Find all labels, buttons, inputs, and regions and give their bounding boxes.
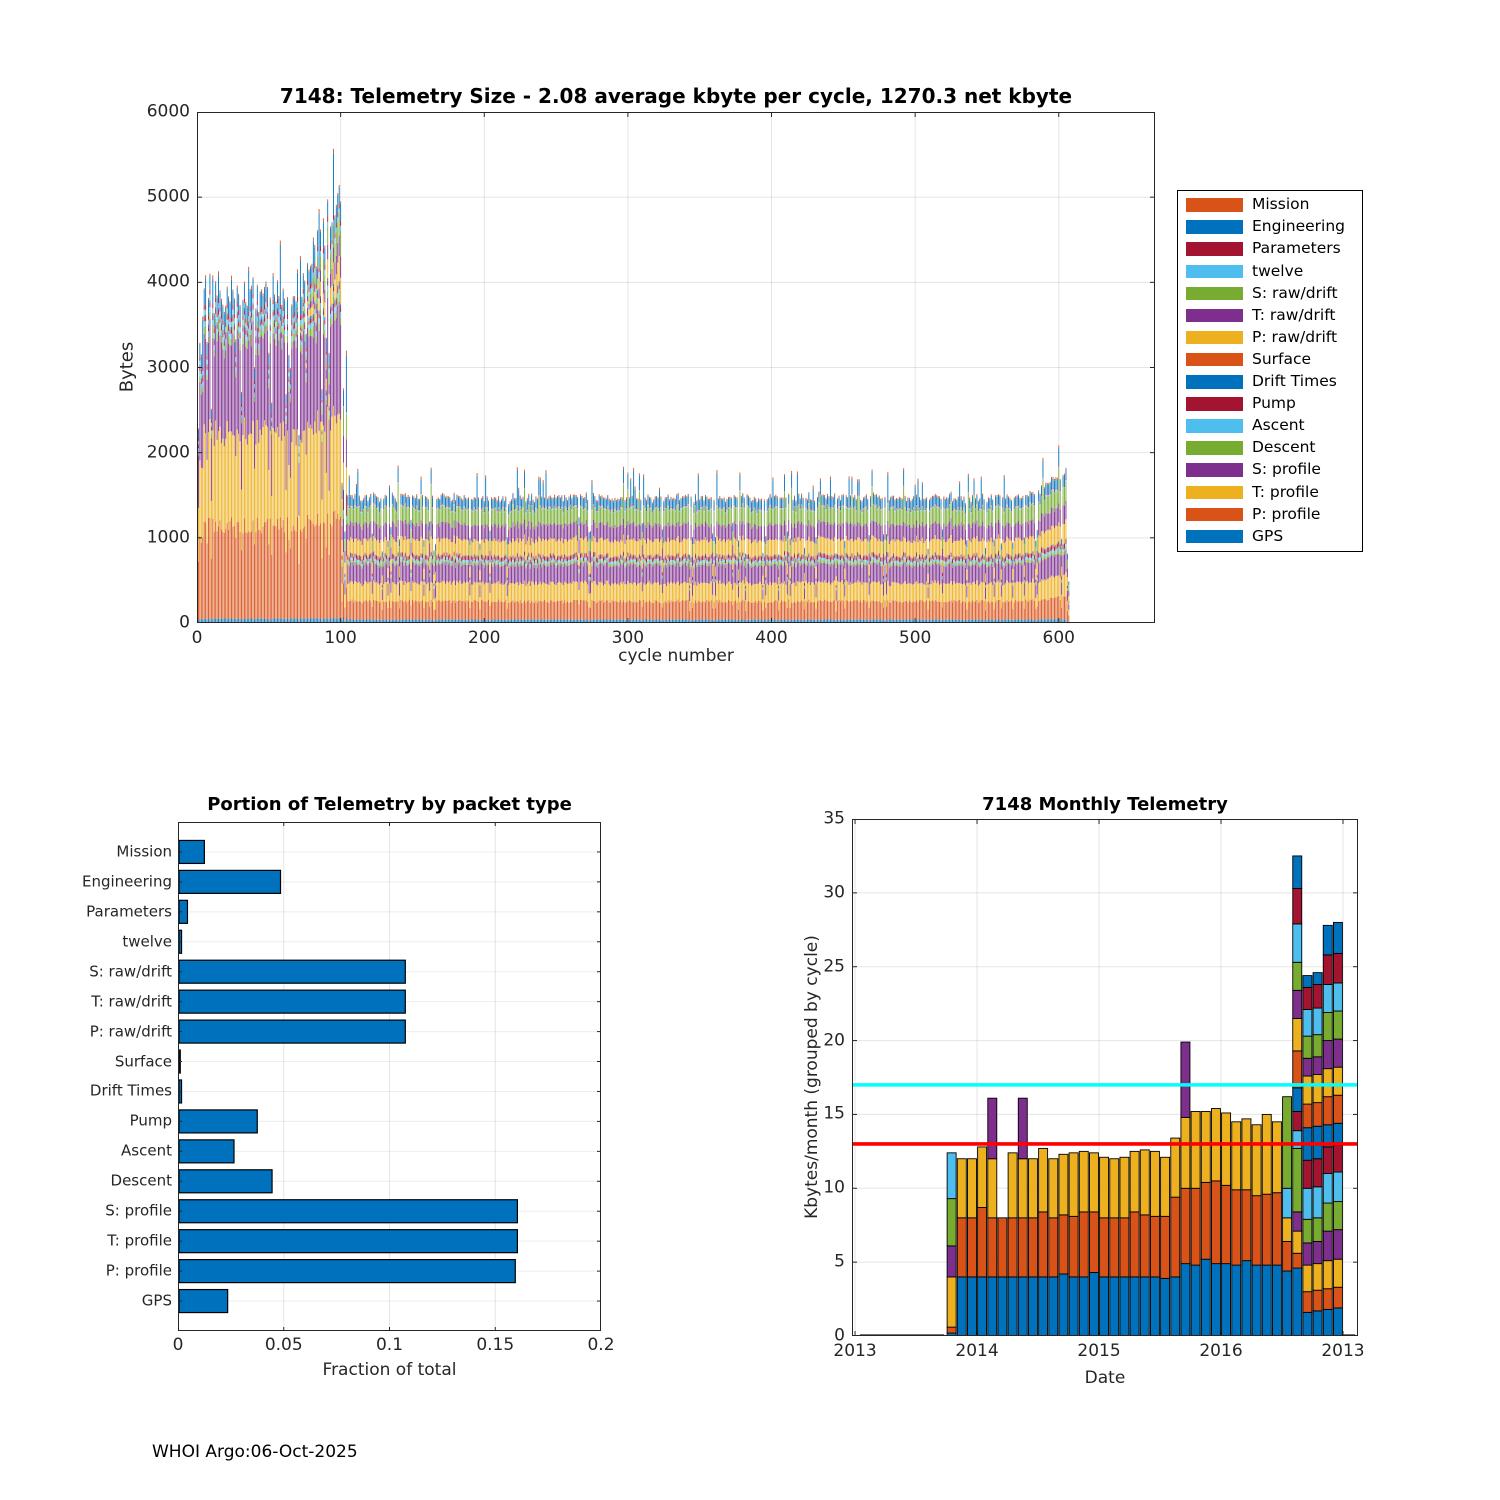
- y-tick-label: 30: [823, 882, 845, 903]
- x-tick-label: 500: [898, 628, 932, 648]
- y-tick-label: 5000: [146, 186, 190, 207]
- y-tick-label: 3000: [146, 357, 190, 377]
- y-tick-label: 10: [823, 1177, 845, 1198]
- legend-item: [1178, 260, 1362, 282]
- legend-swatch-icon: [1186, 265, 1243, 279]
- category-label: Ascent: [121, 1141, 172, 1160]
- legend-swatch-icon: [1186, 309, 1243, 323]
- legend-swatch-icon: [1186, 331, 1243, 345]
- legend-label: P: raw/drift: [1252, 327, 1338, 346]
- monthly-ylabel: Kbytes/month (grouped by cycle): [802, 935, 822, 1219]
- legend-label: Ascent: [1252, 416, 1305, 435]
- legend-item: [1178, 282, 1362, 304]
- portion-xlabel: Fraction of total: [322, 1360, 457, 1380]
- y-tick-label: 1000: [146, 527, 190, 548]
- legend-swatch-icon: [1186, 463, 1243, 477]
- legend-label: Descent: [1252, 438, 1316, 457]
- telemetry-size-title: 7148: Telemetry Size - 2.08 average kbyte per cycle, 1270.3 net kbyte: [279, 84, 1073, 108]
- category-label: Descent: [110, 1171, 172, 1190]
- x-tick-label: 100: [324, 628, 357, 648]
- y-tick-label: 6000: [146, 101, 190, 122]
- y-tick-label: 20: [823, 1030, 845, 1051]
- legend-label: Mission: [1252, 195, 1310, 214]
- category-label: Surface: [114, 1052, 172, 1071]
- legend-label: S: raw/drift: [1252, 283, 1338, 302]
- telemetry-size-xlabel: cycle number: [618, 646, 734, 666]
- category-label: Mission: [116, 842, 172, 861]
- legend-item: [1178, 216, 1362, 238]
- x-tick-label: 400: [755, 628, 788, 648]
- legend-swatch-icon: [1186, 397, 1243, 411]
- y-tick-label: 5: [834, 1251, 845, 1272]
- category-label: GPS: [141, 1291, 172, 1310]
- legend-item: [1178, 503, 1362, 525]
- x-tick-label: 200: [468, 628, 501, 648]
- x-tick-label: 2013: [833, 1341, 877, 1361]
- legend-label: Drift Times: [1252, 372, 1337, 391]
- y-tick-label: 35: [823, 808, 845, 829]
- y-tick-label: 15: [823, 1103, 845, 1124]
- legend-label: T: profile: [1252, 482, 1319, 501]
- category-label: twelve: [122, 932, 172, 951]
- y-tick-label: 2000: [146, 442, 190, 463]
- legend-label: S: profile: [1252, 460, 1321, 479]
- y-tick-label: 25: [823, 956, 845, 977]
- y-tick-label: 4000: [146, 271, 190, 292]
- legend-swatch-icon: [1186, 198, 1243, 212]
- category-label: Pump: [129, 1111, 172, 1130]
- category-label: Engineering: [82, 872, 172, 891]
- legend-item: [1178, 327, 1362, 349]
- monthly-title: 7148 Monthly Telemetry: [982, 794, 1228, 815]
- legend-item: [1178, 194, 1362, 216]
- x-tick-label: 0: [172, 1335, 184, 1355]
- legend-label: P: profile: [1252, 504, 1321, 523]
- legend-swatch-icon: [1186, 353, 1243, 367]
- legend-item: [1178, 415, 1362, 437]
- footer-text: WHOI Argo:06-Oct-2025: [152, 1442, 358, 1462]
- x-tick-label: 600: [1042, 628, 1075, 648]
- portion-plot: [178, 822, 601, 1331]
- x-tick-label: 0.05: [264, 1335, 303, 1355]
- y-tick-label: 0: [834, 1325, 845, 1346]
- category-label: T: raw/drift: [91, 992, 172, 1011]
- x-tick-label: 0.1: [375, 1335, 404, 1355]
- legend-item: [1178, 437, 1362, 459]
- legend-swatch-icon: [1186, 530, 1243, 544]
- x-tick-label: 300: [611, 628, 645, 648]
- legend-swatch-icon: [1186, 220, 1243, 234]
- legend-label: Pump: [1252, 394, 1296, 413]
- monthly-xlabel: Date: [1084, 1368, 1126, 1388]
- legend-swatch-icon: [1186, 375, 1243, 389]
- telemetry-size-ylabel: Bytes: [116, 341, 138, 393]
- legend-item: [1178, 459, 1362, 481]
- x-tick-label: 2013: [1321, 1341, 1365, 1361]
- legend-item: [1178, 525, 1362, 547]
- x-tick-label: 0.15: [476, 1335, 515, 1355]
- legend-item: [1178, 304, 1362, 326]
- x-tick-label: 2014: [955, 1341, 999, 1361]
- x-tick-label: 2016: [1199, 1341, 1243, 1361]
- category-label: Drift Times: [89, 1081, 172, 1100]
- legend-swatch-icon: [1186, 287, 1243, 301]
- legend-swatch-icon: [1186, 441, 1243, 455]
- legend-swatch-icon: [1186, 242, 1243, 256]
- x-tick-label: 0: [191, 628, 203, 648]
- telemetry-size-plot: [197, 112, 1155, 623]
- legend-swatch-icon: [1186, 419, 1243, 433]
- legend-label: twelve: [1252, 261, 1304, 280]
- legend-label: Engineering: [1252, 217, 1345, 236]
- legend-label: T: raw/drift: [1252, 305, 1336, 324]
- category-label: T: profile: [107, 1231, 172, 1250]
- legend-item: [1178, 349, 1362, 371]
- legend-label: Parameters: [1252, 239, 1341, 258]
- legend-item: [1178, 393, 1362, 415]
- legend-item: [1178, 481, 1362, 503]
- monthly-plot: [852, 819, 1358, 1336]
- legend-item: [1178, 371, 1362, 393]
- legend-label: Surface: [1252, 349, 1312, 368]
- x-tick-label: 2015: [1077, 1341, 1121, 1361]
- category-label: S: raw/drift: [89, 962, 172, 981]
- legend-item: [1178, 238, 1362, 260]
- portion-title: Portion of Telemetry by packet type: [207, 794, 572, 815]
- x-tick-label: 0.2: [587, 1335, 615, 1355]
- legend-swatch-icon: [1186, 486, 1243, 500]
- category-label: P: raw/drift: [89, 1022, 172, 1041]
- category-label: P: profile: [105, 1261, 172, 1280]
- legend-label: GPS: [1252, 526, 1284, 545]
- legend-swatch-icon: [1186, 508, 1243, 522]
- category-label: S: profile: [105, 1201, 172, 1220]
- y-tick-label: 0: [179, 612, 190, 633]
- category-label: Parameters: [86, 902, 172, 921]
- legend: [1177, 190, 1363, 552]
